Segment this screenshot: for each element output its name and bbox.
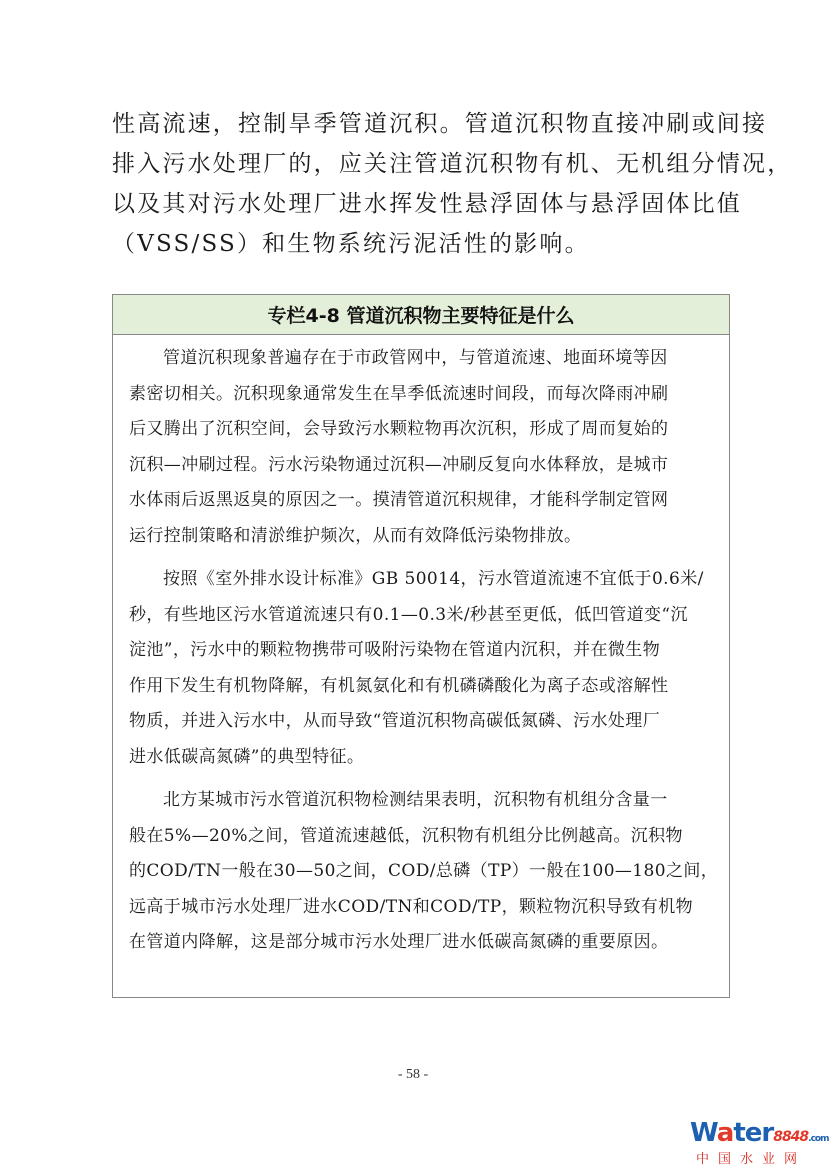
intro-paragraph — [112, 104, 793, 264]
box-line: 的COD/TN一般在30—50之间，COD/总磷（TP）一般在100—180之间， — [129, 861, 719, 881]
box-line: 按照《室外排水设计标准》GB 50014，污水管道流速不宜低于0.6米/ — [163, 569, 704, 589]
sidebar-box — [112, 294, 730, 998]
box-line: 物质，并进入污水中，从而导致“管道沉积物高碳低氮磷、污水处理厂 — [129, 711, 661, 731]
watermark-brand: Water8848.com — [690, 1118, 829, 1148]
intro-line: 性高流速，控制旱季管道沉积。管道沉积物直接冲刷或间接 — [112, 111, 768, 137]
box-line: 秒，有些地区污水管道流速只有0.1—0.3米/秒甚至更低，低凹管道变“沉 — [129, 604, 688, 625]
box-line: 运行控制策略和清淤维护频次，从而有效降低污染物排放。 — [129, 525, 582, 546]
box-line: 作用下发生有机物降解，有机氮氨化和有机磷磷酸化为离子态或溶解性 — [129, 675, 669, 696]
box-line: 进水低碳高氮磷”的典型特征。 — [129, 746, 365, 767]
box-line: 沉积—冲刷过程。污水污染物通过沉积—冲刷反复向水体释放，是城市 — [129, 454, 669, 475]
intro-line: （VSS/SS）和生物系统污泥活性的影响。 — [112, 231, 590, 257]
watermark-cn: 中国水业网 — [696, 1152, 807, 1167]
box-title: 专栏4-8 管道沉积物主要特征是什么 — [113, 295, 729, 335]
box-line: 般在5%—20%之间，管道流速越低，沉积物有机组分比例越高。沉积物 — [129, 825, 683, 846]
box-line: 水体雨后返黑返臭的原因之一。摸清管道沉积规律，才能科学制定管网 — [129, 490, 669, 510]
box-body — [113, 335, 729, 961]
intro-line: 以及其对污水处理厂进水挥发性悬浮固体与悬浮固体比值 — [112, 191, 742, 217]
box-line: 素密切相关。沉积现象通常发生在旱季低流速时间段，而每次降雨冲刷 — [129, 383, 669, 404]
box-line: 远高于城市污水处理厂进水COD/TN和COD/TP，颗粒物沉积导致有机物 — [129, 896, 693, 917]
intro-line: 排入污水处理厂的，应关注管道沉积物有机、无机组分情况， — [112, 151, 793, 177]
page-number: - 58 - — [397, 1067, 429, 1082]
box-line: 后又腾出了沉积空间，会导致污水颗粒物再次沉积，形成了周而复始的 — [129, 419, 669, 439]
box-line: 淀池”，污水中的颗粒物携带可吸附污染物在管道内沉积，并在微生物 — [129, 640, 661, 660]
box-line: 北方某城市污水管道沉积物检测结果表明，沉积物有机组分含量一 — [163, 790, 668, 810]
box-line: 管道沉积现象普遍存在于市政管网中，与管道流速、地面环境等因 — [163, 348, 668, 368]
watermark-logo — [690, 1118, 829, 1167]
box-line: 在管道内降解，这是部分城市污水处理厂进水低碳高氮磷的重要原因。 — [129, 932, 669, 952]
